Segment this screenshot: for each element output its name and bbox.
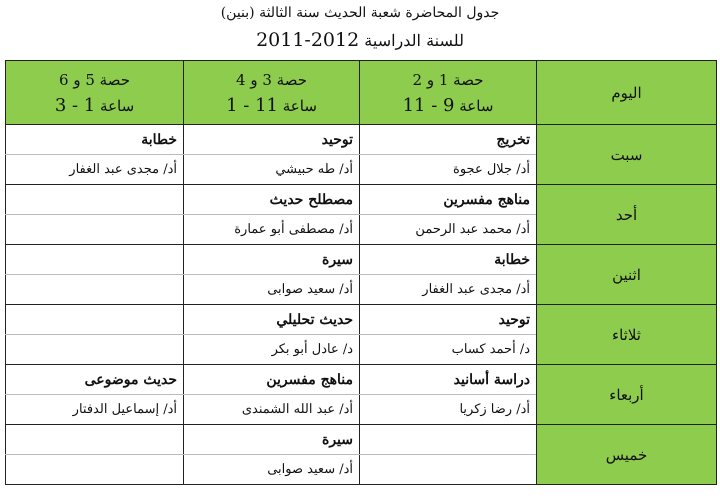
header-day: اليوم <box>537 61 717 125</box>
professor-cell: أد/ سعيد صوابى <box>184 275 360 305</box>
subject-cell: توحيد <box>360 305 537 335</box>
professor-cell: أد/ طه حبيشي <box>184 155 360 185</box>
period-time: ساعة 1 - 3 <box>54 94 135 116</box>
subject-cell: حديث موضوعى <box>6 365 184 395</box>
header-period-3 <box>6 61 184 125</box>
header-period-2 <box>184 61 360 125</box>
academic-year-line <box>0 29 720 51</box>
subject-cell: مصطلح حديث <box>184 185 360 215</box>
subject-cell: دراسة أسانيد <box>360 365 537 395</box>
day-row <box>6 365 717 395</box>
period-label: حصة 5 و 6 <box>59 70 130 89</box>
subject-cell: سيرة <box>184 425 360 455</box>
subject-cell: خطابة <box>360 245 537 275</box>
professor-cell <box>6 275 184 305</box>
professor-cell: أد/ سعيد صوابى <box>184 455 360 485</box>
professor-cell: أد/ عبد الله الشمندى <box>184 395 360 425</box>
subject-cell: تخريج <box>360 125 537 155</box>
professor-cell: أد/ مجدى عبد الغفار <box>6 155 184 185</box>
subject-cell <box>6 245 184 275</box>
professor-cell: أد/ جلال عجوة <box>360 155 537 185</box>
header-row <box>6 61 717 125</box>
day-row <box>6 305 717 335</box>
professor-cell <box>360 455 537 485</box>
day-name: أربعاء <box>537 365 717 425</box>
schedule-table <box>5 60 717 485</box>
day-name: ثلاثاء <box>537 305 717 365</box>
subject-cell: حديث تحليلي <box>184 305 360 335</box>
period-time: ساعة 9 - 11 <box>402 94 494 116</box>
professor-cell <box>6 455 184 485</box>
professor-cell: أد/ مصطفى أبو عمارة <box>184 215 360 245</box>
professor-cell: أد/ مجدى عبد الغفار <box>360 275 537 305</box>
professor-cell: د/ أحمد كساب <box>360 335 537 365</box>
day-name: خميس <box>537 425 717 485</box>
subject-cell: خطابة <box>6 125 184 155</box>
professor-cell: د/ عادل أبو بكر <box>184 335 360 365</box>
subject-cell <box>6 305 184 335</box>
subject-cell: سيرة <box>184 245 360 275</box>
professor-cell: أد/ محمد عبد الرحمن <box>360 215 537 245</box>
period-label: حصة 1 و 2 <box>412 70 484 89</box>
professor-cell <box>6 215 184 245</box>
subject-cell <box>360 425 537 455</box>
period-label: حصة 3 و 4 <box>236 70 307 89</box>
academic-year-label: للسنة الدراسية <box>364 31 464 50</box>
subject-cell: مناهج مفسرين <box>360 185 537 215</box>
day-row <box>6 425 717 455</box>
day-row <box>6 125 717 155</box>
subject-cell: توحيد <box>184 125 360 155</box>
day-name: سبت <box>537 125 717 185</box>
schedule-title: جدول المحاضرة شعبة الحديث سنة الثالثة (بنين) <box>220 5 500 21</box>
professor-cell <box>6 335 184 365</box>
subject-cell <box>6 425 184 455</box>
professor-cell: أد/ رضا زكريا <box>360 395 537 425</box>
day-row <box>6 185 717 215</box>
day-name: أحد <box>537 185 717 245</box>
day-row <box>6 245 717 275</box>
header-period-1 <box>360 61 537 125</box>
professor-cell: أد/ إسماعيل الدفتار <box>6 395 184 425</box>
academic-year-value: 2012-2011 <box>256 29 360 51</box>
period-time: ساعة 11 - 1 <box>226 94 317 116</box>
subject-cell: مناهج مفسرين <box>184 365 360 395</box>
day-name: اثنين <box>537 245 717 305</box>
subject-cell <box>6 185 184 215</box>
